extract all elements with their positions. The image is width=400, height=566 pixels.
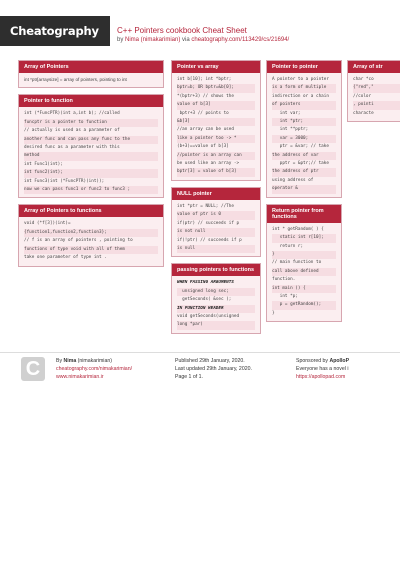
code-line: value of ptr is 0: [177, 211, 255, 219]
code-line: bptr[3] = value of b[3]: [177, 168, 255, 176]
card-title: Pointer vs array: [172, 61, 260, 73]
code-line: {"red",": [353, 84, 400, 92]
column-3: [266, 60, 342, 328]
code-line: bptr=b; OR bptr=&b[0];: [177, 84, 255, 92]
card-body: [172, 73, 260, 180]
card-title: Return pointer from functions: [267, 205, 341, 223]
published-date: Published 29th January, 2020.: [175, 358, 245, 364]
card-return-pointer-from-functions: [266, 204, 342, 322]
code-line: int main () {: [272, 285, 336, 293]
code-line: another func and can pass any func to the: [24, 136, 158, 144]
code-line: }: [272, 310, 275, 316]
code-line: // actually is used as a parameter of: [24, 128, 120, 134]
code-line: int var;: [272, 110, 301, 116]
code-line: funcptr is a pointer to function: [24, 119, 158, 127]
card-pointer-vs-array: [171, 60, 261, 181]
code-line: char *co: [353, 77, 374, 82]
code-line: WHEN PASSING ARGUMENTS: [177, 280, 234, 286]
card-body: [267, 223, 341, 321]
byline: [117, 37, 289, 43]
code-line: {function1,function2,function3};: [24, 229, 158, 237]
footer-sponsor: [296, 357, 400, 381]
card-body: [267, 73, 341, 197]
sponsor-text: Everyone has a novel i: [296, 366, 349, 372]
code-line: value of b[3]: [177, 101, 255, 109]
code-line: return r;: [272, 243, 304, 249]
footer-dates: [175, 357, 252, 381]
card-title: Array of str: [348, 61, 400, 73]
card-title: Pointer to pointer: [267, 61, 341, 73]
code-line: if(ptr) // succeeds if p: [177, 220, 240, 226]
column-4: [347, 60, 400, 128]
card-title: NULL pointer: [172, 188, 260, 200]
page-title: C++ Pointers cookbook Cheat Sheet: [117, 26, 247, 35]
code-line: operator &: [272, 185, 336, 193]
footer-website-link[interactable]: www.nimakarimian.ir: [56, 374, 104, 380]
card-body: [19, 217, 163, 265]
via-label: via: [182, 37, 190, 43]
card-pointer-to-function: [18, 94, 164, 198]
code-line: functions of type void with all of them: [24, 246, 158, 254]
code-line: IN FUNCTION HEADER: [177, 305, 255, 313]
page-count: Page 1 of 1.: [175, 374, 203, 380]
code-line: if(!ptr) // succeeds if p: [177, 237, 242, 243]
code-line: is not null: [177, 228, 255, 236]
header: [0, 0, 400, 46]
code-line: of pointers: [272, 101, 336, 109]
card-title: Array of Pointers to functions: [19, 205, 163, 217]
code-line: call above defined: [272, 268, 336, 276]
footer-profile-link[interactable]: cheatography.com/nimakarimian/: [56, 366, 133, 372]
code-line: int * getRandom( ) {: [272, 226, 324, 232]
code-line: , pointi: [353, 101, 400, 109]
code-line: unsigned long sec;: [177, 288, 255, 296]
card-passing-pointers-to-functions: [171, 263, 261, 333]
code-line: now we can pass func1 or func2 to func3 ;: [24, 186, 158, 194]
code-line: the address of ptr: [272, 168, 336, 176]
code-line: function.: [272, 277, 296, 283]
code-line: is a form of multiple: [272, 84, 336, 92]
by-label: by: [117, 37, 124, 43]
code-line: int *ptr = NULL; //The: [177, 203, 234, 209]
code-line: int Func3(int (*FuncPTR)(int));: [24, 178, 105, 184]
code-line: //an array can be used: [177, 127, 234, 133]
card-array-of-pointers-to-functions: [18, 204, 164, 266]
code-line: int func2(int);: [24, 169, 158, 177]
sponsor-name[interactable]: ApolloP: [329, 358, 350, 364]
code-line: int *ptr;: [272, 118, 336, 126]
code-line: int *p;: [272, 293, 298, 299]
card-body: [19, 107, 163, 197]
card-body: [172, 276, 260, 332]
code-line: ptr = &var; // take: [272, 144, 329, 150]
code-line: int Func1(int);: [24, 161, 63, 167]
updated-date: Last updated 29th January, 2020.: [175, 366, 252, 372]
code-line: pptr = &ptr;// take: [272, 161, 329, 167]
column-2: [171, 60, 261, 340]
footer-author-handle: (nimakarimian): [77, 358, 112, 364]
code-line: be used like an array ->: [177, 161, 240, 167]
code-line: long *par): [177, 321, 255, 329]
code-line: take one parameter of type int .: [24, 255, 107, 261]
card-body: [19, 73, 163, 87]
code-line: void (*f[3])(int)=: [24, 221, 71, 227]
code-line: indirection or a chain: [272, 93, 329, 99]
code-line: }: [272, 251, 336, 259]
code-line: is null: [177, 245, 255, 253]
sheet-url-link[interactable]: cheatography.com/113429/cs/21694/: [191, 37, 290, 43]
code-line: void getSeconds(unsigned: [177, 313, 240, 319]
code-line: getSeconds( &sec );: [177, 297, 232, 303]
cheatography-logo[interactable]: Cheatography: [0, 16, 110, 46]
code-line: like a pointer too -> *: [177, 135, 255, 143]
sponsor-label: Sponsored by: [296, 358, 329, 364]
footer-by-label: By: [56, 358, 63, 364]
code-line: (b+3)==value of b[3]: [177, 144, 229, 150]
code-line: int **pptr;: [272, 127, 309, 133]
card-null-pointer: [171, 187, 261, 257]
card-title: Array of Pointers: [19, 61, 163, 73]
code-line: using address of: [272, 177, 314, 183]
code-line: *(bptr+3) // shows the: [177, 93, 234, 99]
code-line: int (*FuncPTR)(int a,int b); //called: [24, 111, 120, 117]
code-line: // f is an array of pointers , pointing to: [24, 238, 133, 244]
code-line: bptr+3 // points to: [177, 110, 229, 116]
card-body: [172, 200, 260, 256]
code-line: A pointer to a pointer: [272, 77, 329, 82]
code-line: int *ptr[arraysize] = array of pointers, pointing to int: [24, 77, 127, 82]
code-line: static int r[10];: [272, 234, 336, 242]
code-line: characte: [353, 110, 374, 116]
card-pointer-to-pointer: [266, 60, 342, 198]
code-line: int b[10]; int *bptr;: [177, 77, 232, 82]
code-line: // main function to: [272, 260, 322, 266]
card-title: Pointer to function: [19, 95, 163, 107]
cheatography-c-icon: C: [21, 357, 45, 381]
code-line: p = getRandom();: [272, 301, 336, 309]
code-line: desired func as a parameter with this: [24, 145, 120, 151]
code-line: the address of var: [272, 152, 336, 160]
code-line: var = 3000;: [272, 135, 336, 143]
card-body: [348, 73, 400, 121]
card-array-of-strings: [347, 60, 400, 122]
code-line: &b[3]: [177, 118, 255, 126]
sponsor-link[interactable]: https://apollopad.com: [296, 374, 346, 380]
code-line: //pointer is an array can: [177, 152, 255, 160]
footer-author-name: Nima: [63, 358, 77, 364]
column-1: [18, 60, 164, 273]
code-line: //color: [353, 93, 372, 99]
card-title: passing pointers to functions: [172, 264, 260, 276]
card-array-of-pointers: [18, 60, 164, 88]
footer-author: [56, 357, 132, 381]
footer: [0, 352, 400, 392]
author-link[interactable]: Nima (nimakarimian): [125, 37, 181, 43]
code-line: method: [24, 152, 158, 160]
